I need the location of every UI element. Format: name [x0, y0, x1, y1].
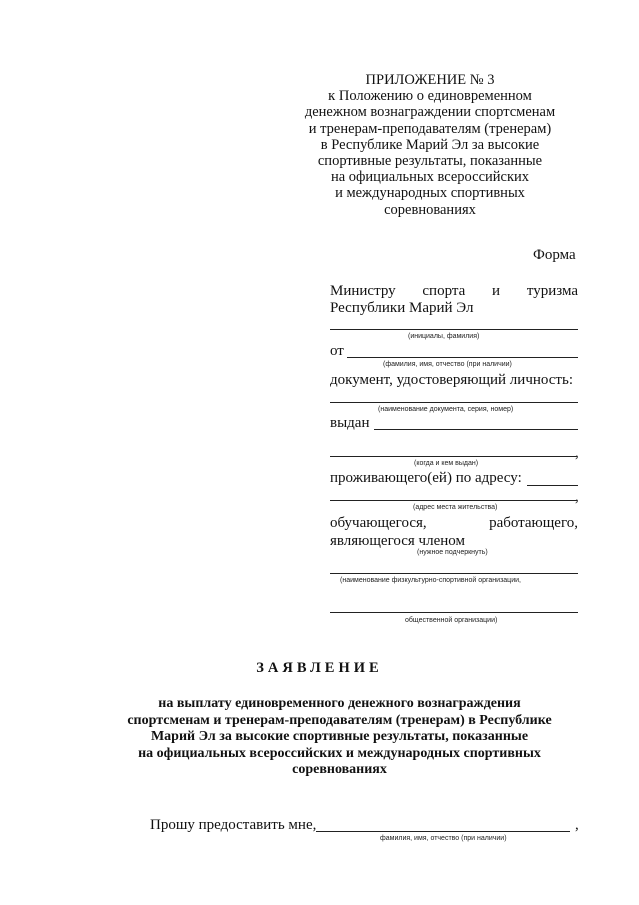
caption-fio: (фамилия, имя, отчество (при наличии) — [383, 361, 512, 368]
comma: , — [575, 445, 579, 461]
statement-subtitle — [0, 696, 639, 779]
addressee-word: спорта — [422, 283, 466, 299]
member-label: являющегося членом — [330, 533, 465, 549]
addressee-word: туризма — [526, 283, 578, 299]
public-org-field-line[interactable] — [330, 612, 578, 613]
appendix-line: и международных спортивных — [335, 185, 525, 202]
org-field-line[interactable] — [330, 573, 578, 574]
caption-org: (наименование физкультурно-спортивной организации, — [340, 577, 521, 584]
appendix-line: в Республике Марий Эл за высокие — [320, 136, 540, 153]
status-studying: обучающегося, — [330, 515, 427, 531]
initials-field-line[interactable] — [330, 329, 578, 330]
appendix-line: соревнованиях — [384, 201, 476, 218]
status-line — [330, 515, 578, 532]
appendix-title: ПРИЛОЖЕНИЕ № 3 — [365, 72, 495, 88]
caption-request: фамилия, имя, отчество (при наличии) — [380, 835, 507, 842]
addressee-word: и — [492, 283, 501, 299]
subtitle-line: соревнованиях — [292, 762, 387, 777]
form-label: Форма — [533, 247, 576, 263]
appendix-line: спортивные результаты, показанные — [317, 153, 543, 170]
issued-label: выдан — [330, 415, 370, 431]
subtitle-line: спортсменам и тренерам-преподавателям (тренерам) в Республике — [127, 712, 552, 728]
addressee-line-1 — [330, 283, 578, 300]
addressee-word: Министру — [330, 283, 396, 299]
appendix-line: денежном вознаграждении спортсменам — [304, 104, 556, 121]
subtitle-line: на официальных всероссийских и международных спортивных — [138, 745, 541, 761]
address-field-line-2[interactable] — [330, 500, 576, 501]
appendix-line: на официальных всероссийских — [330, 169, 530, 186]
request-text: Прошу предоставить мне, — [150, 817, 317, 833]
addressee-line-2: Республики Марий Эл — [330, 300, 474, 316]
appendix-block — [300, 72, 560, 218]
appendix-line: к Положению о единовременном — [328, 88, 532, 105]
fio-field-line[interactable] — [347, 357, 578, 358]
document-field-line[interactable] — [330, 402, 578, 403]
comma: , — [575, 817, 579, 833]
comma: , — [575, 489, 579, 505]
caption-initials: (инициалы, фамилия) — [408, 333, 480, 340]
document-label: документ, удостоверяющий личность: — [330, 372, 573, 388]
appendix-line: и тренерам-преподавателям (тренерам) — [308, 120, 552, 137]
issued-field-line-1[interactable] — [374, 429, 578, 430]
status-working: работающего, — [489, 515, 578, 531]
statement-title: ЗАЯВЛЕНИЕ — [256, 660, 383, 676]
caption-document: (наименование документа, серия, номер) — [378, 406, 514, 413]
issued-field-line-2[interactable] — [330, 456, 576, 457]
caption-underline: (нужное подчеркнуть) — [417, 549, 488, 556]
caption-public-org: общественной организации) — [405, 617, 498, 624]
caption-address: (адрес места жительства) — [413, 504, 498, 511]
subtitle-line: на выплату единовременного денежного вознаграждения — [158, 696, 521, 711]
request-fio-field-line[interactable] — [316, 831, 570, 832]
address-field-line-1[interactable] — [527, 485, 578, 486]
subtitle-line: Марий Эл за высокие спортивные результаты, показанные — [150, 729, 529, 744]
caption-issued: (когда и кем выдан) — [414, 460, 479, 467]
residing-label: проживающего(ей) по адресу: — [330, 470, 522, 486]
from-label: от — [330, 343, 344, 359]
